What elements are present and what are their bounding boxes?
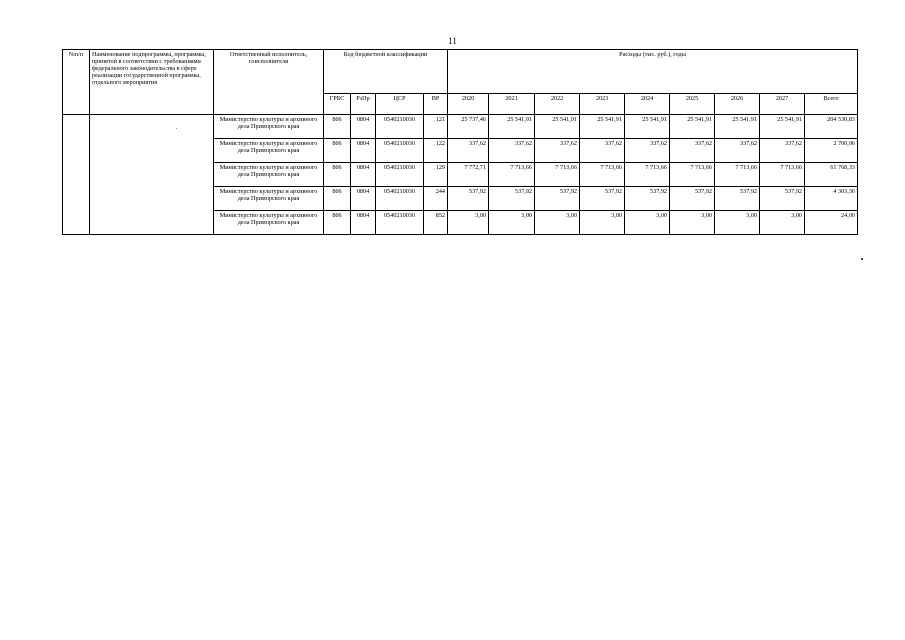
grbs-cell: 806 [324,187,351,211]
value-cell: 537,92 [580,187,625,211]
header-budget-code: Код бюджетной классификации [324,50,448,94]
value-cell: 337,62 [760,139,805,163]
budget-table [62,49,858,235]
grbs-cell: 806 [324,115,351,139]
scan-dot [861,258,863,260]
value-cell: 7 713,66 [760,163,805,187]
executor-cell: Министерство культуры и архивного дела Приморского края [214,211,324,235]
rzpr-cell: 0804 [351,163,376,187]
value-cell: 25 541,91 [535,115,580,139]
value-cell: 337,62 [625,139,670,163]
total-cell: 4 303,36 [805,187,858,211]
value-cell: 7 772,71 [448,163,489,187]
csr-cell: 0540210030 [376,139,424,163]
rzpr-cell: 0804 [351,139,376,163]
header-grbs: ГРБС [324,94,351,115]
value-cell: 7 713,66 [489,163,535,187]
vr-cell: 852 [424,211,448,235]
csr-cell: 0540210030 [376,115,424,139]
value-cell: 3,00 [760,211,805,235]
grbs-cell: 806 [324,139,351,163]
header-year: 2025 [670,94,715,115]
executor-cell: Министерство культуры и архивного дела Приморского края [214,187,324,211]
rzpr-cell: 0804 [351,187,376,211]
value-cell: 7 713,66 [670,163,715,187]
value-cell: 3,00 [580,211,625,235]
header-csr: ЦСР [376,94,424,115]
value-cell: 7 713,66 [625,163,670,187]
value-cell: 337,62 [580,139,625,163]
header-year: 2027 [760,94,805,115]
header-total: Всего [805,94,858,115]
value-cell: 7 713,66 [715,163,760,187]
header-year: 2026 [715,94,760,115]
executor-cell: Министерство культуры и архивного дела Приморского края [214,139,324,163]
table-row [63,115,858,139]
value-cell: 25 541,91 [670,115,715,139]
value-cell: 537,92 [715,187,760,211]
header-program-name: Наименование подпрограммы, программы, принятой в соответствии с требованиями федерального законодательства в сфере реализации государственной программы, отдельного мероприятия [90,50,214,115]
value-cell: 537,92 [448,187,489,211]
header-year: 2020 [448,94,489,115]
program-name-cell [90,115,214,235]
total-cell: 61 768,33 [805,163,858,187]
value-cell: 25 541,91 [715,115,760,139]
num-cell [63,115,90,235]
total-cell: 24,00 [805,211,858,235]
value-cell: 25 541,91 [625,115,670,139]
value-cell: 3,00 [535,211,580,235]
vr-cell: 244 [424,187,448,211]
vr-cell: 129 [424,163,448,187]
value-cell: 537,92 [489,187,535,211]
vr-cell: 122 [424,139,448,163]
value-cell: 337,62 [535,139,580,163]
executor-cell: Министерство культуры и архивного дела Приморского края [214,115,324,139]
value-cell: 25 541,91 [580,115,625,139]
rzpr-cell: 0804 [351,115,376,139]
header-year: 2023 [580,94,625,115]
csr-cell: 0540210030 [376,187,424,211]
value-cell: 3,00 [670,211,715,235]
header-rzpr: РзПр [351,94,376,115]
csr-cell: 0540210030 [376,211,424,235]
value-cell: 337,62 [715,139,760,163]
value-cell: 537,92 [760,187,805,211]
header-year: 2021 [489,94,535,115]
value-cell: 3,00 [625,211,670,235]
grbs-cell: 806 [324,211,351,235]
value-cell: 337,62 [448,139,489,163]
page-number: 11 [448,36,457,46]
executor-cell: Министерство культуры и архивного дела Приморского края [214,163,324,187]
value-cell: 3,00 [489,211,535,235]
value-cell: 537,92 [535,187,580,211]
value-cell: 25 541,91 [489,115,535,139]
csr-cell: 0540210030 [376,163,424,187]
value-cell: 25 541,91 [760,115,805,139]
total-cell: 2 700,96 [805,139,858,163]
total-cell: 204 530,83 [805,115,858,139]
value-cell: 537,92 [670,187,715,211]
value-cell: 537,92 [625,187,670,211]
header-executor: Ответственный исполнитель, соисполнители [214,50,324,115]
value-cell: 25 737,46 [448,115,489,139]
vr-cell: 121 [424,115,448,139]
header-year: 2024 [625,94,670,115]
rzpr-cell: 0804 [351,211,376,235]
value-cell: 337,62 [670,139,715,163]
value-cell: 7 713,66 [580,163,625,187]
value-cell: 7 713,66 [535,163,580,187]
header-expenses: Расходы (тыс. руб.), годы [448,50,858,94]
value-cell: 3,00 [448,211,489,235]
grbs-cell: 806 [324,163,351,187]
header-num: №п/п [63,50,90,115]
scan-speck [176,128,177,129]
header-vr: ВР [424,94,448,115]
value-cell: 337,62 [489,139,535,163]
value-cell: 3,00 [715,211,760,235]
header-year: 2022 [535,94,580,115]
